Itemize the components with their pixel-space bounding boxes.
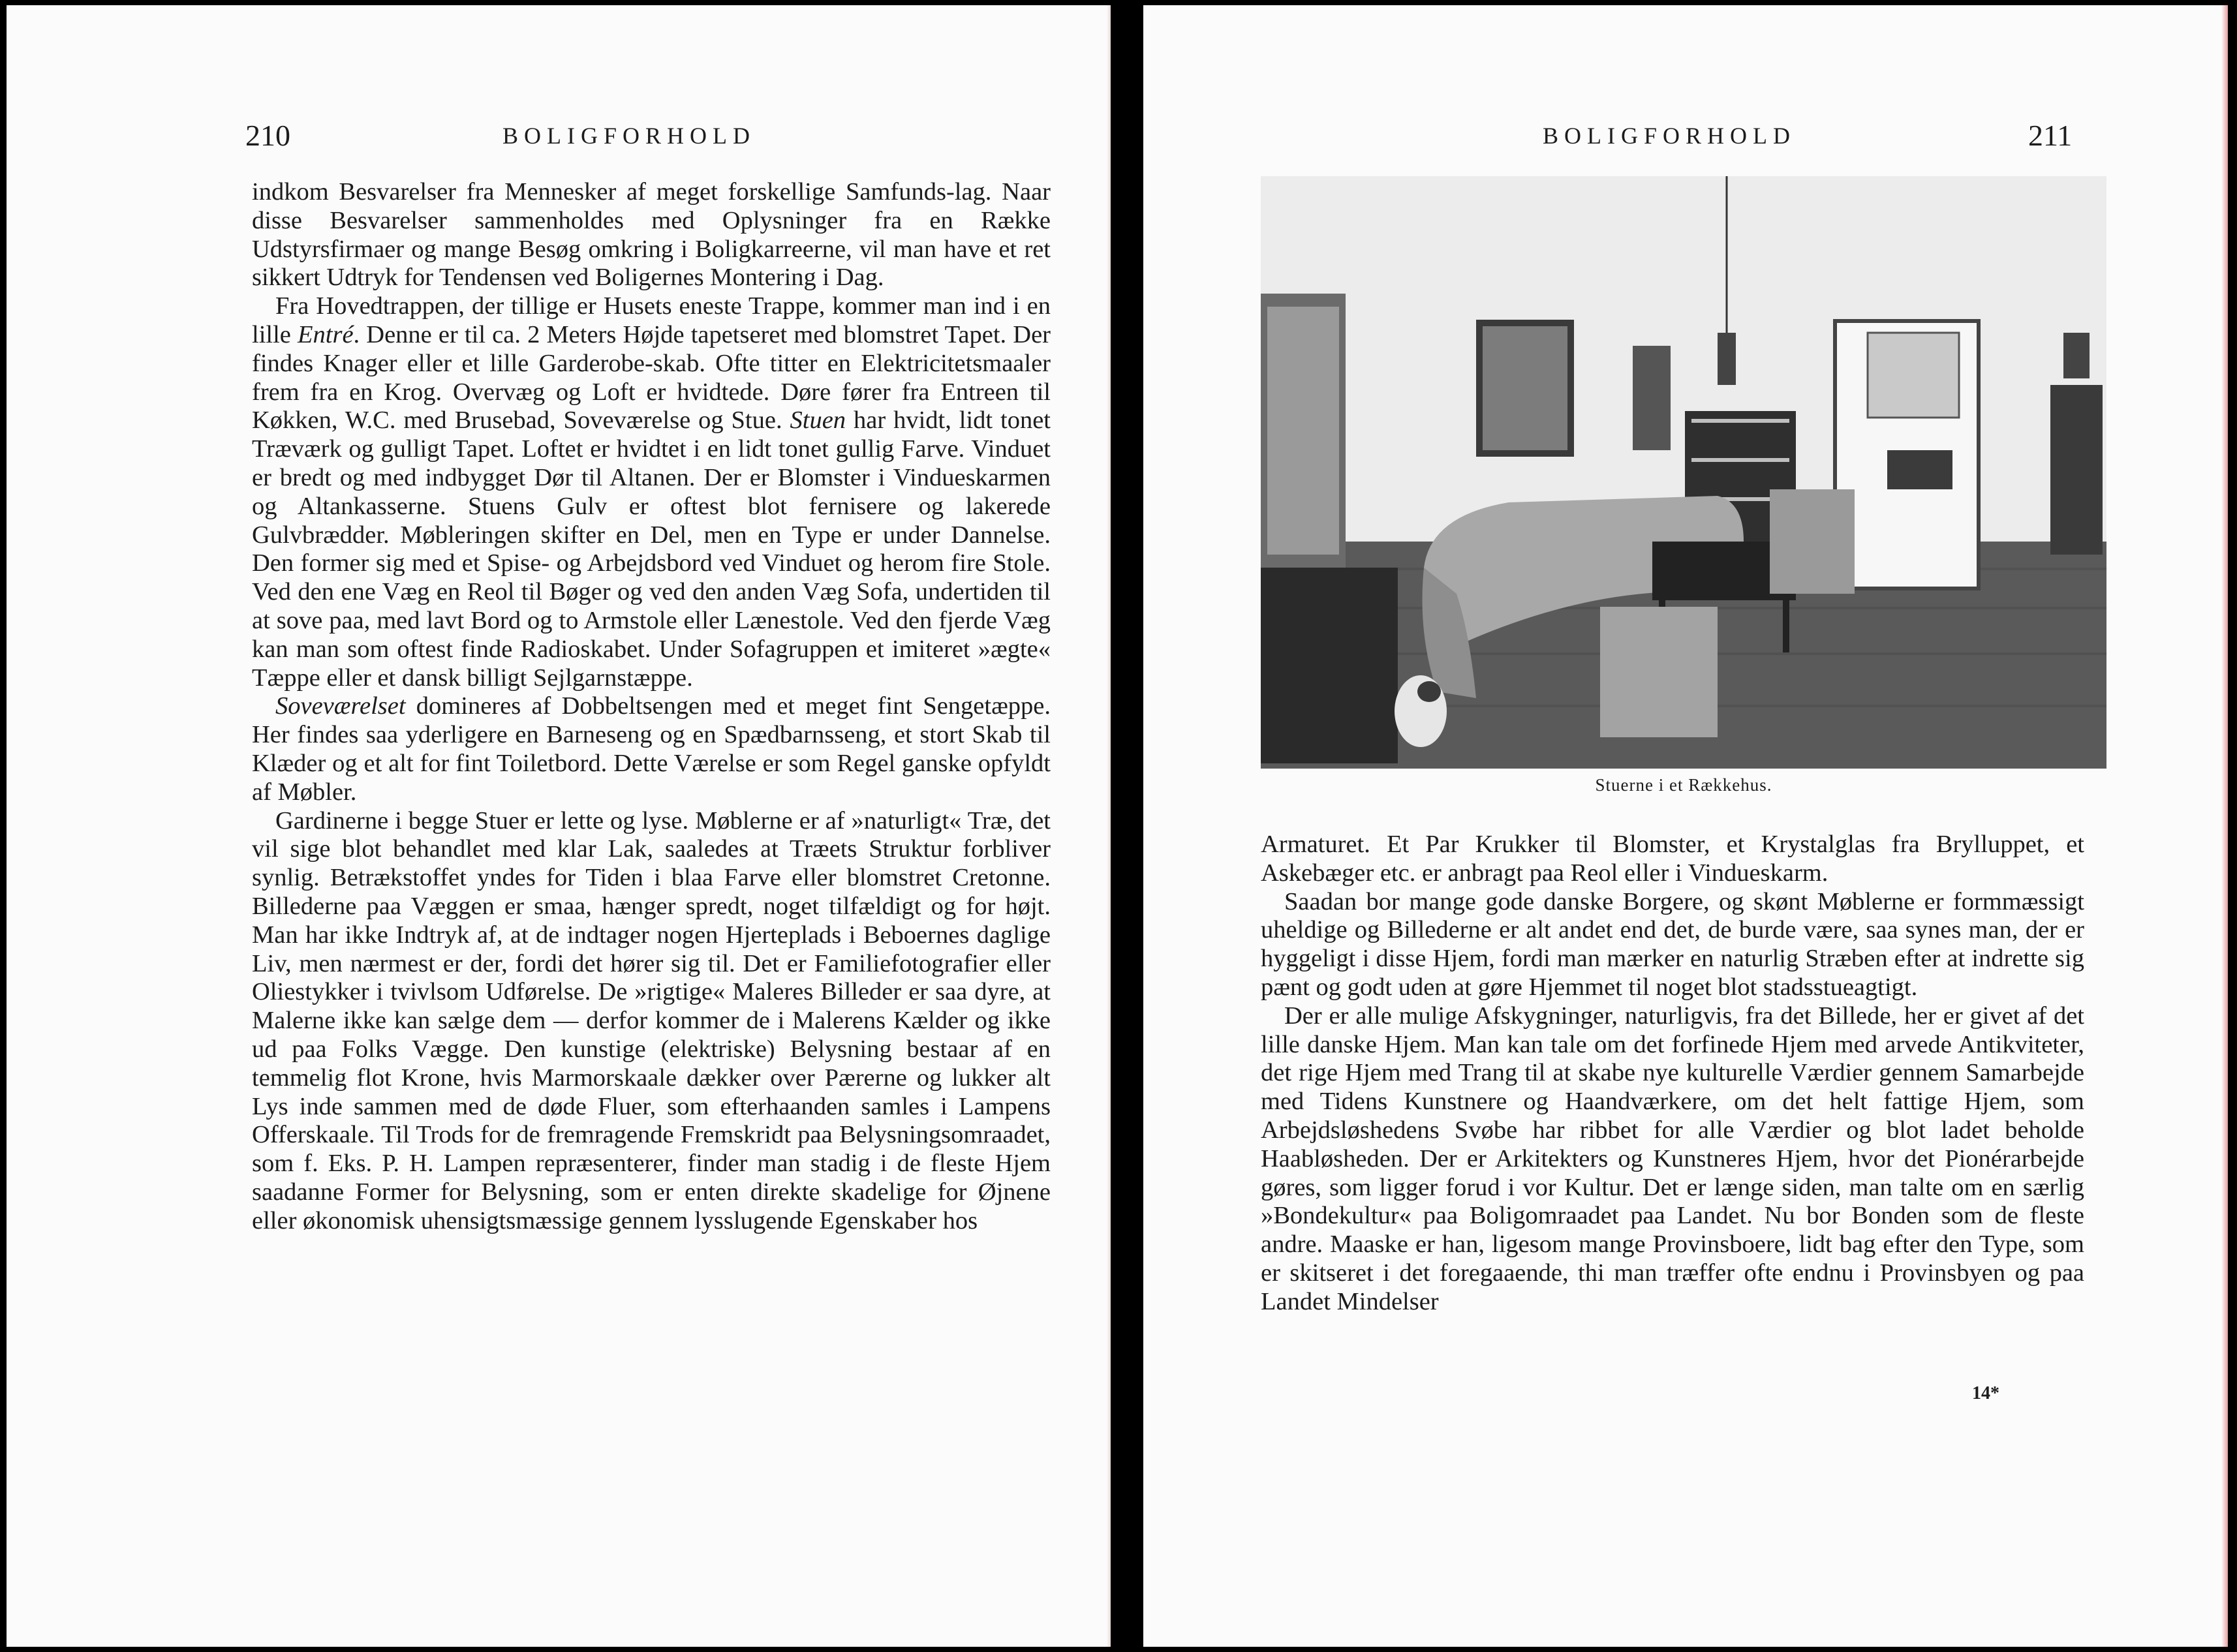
page-edge [1107,5,1111,1647]
text-span: har hvidt, lidt tonet Træværk og gulligt Tapet. Loftet er hvidtet i en lidt tonet gullig Farve. Vinduet er bredt og med indbygget Dør til Altanen. Der er Blomster i Vindueskarmen og Altankasserne. Stuens Gulv er oftest blot fernisere og lakerede Gulvbrædder. Møbleringen skifter en Del, men en Type er under Dannelse. Den former sig med et Spise- og Arbejdsbord ved Vinduet og herom fire Stole. Ved den ene Væg en Reol til Bøger og ved den anden Væg Sofa, undertiden til at sove paa, med lavt Bord og to Armstole eller Lænestole. Ved den fjerde Væg kan man som oftest finde Radioskabet. Under Sofagruppen et imiteret »ægte« Tæppe eller et dansk billigt Sejlgarnstæppe. [252,406,1051,692]
page-number: 210 [245,119,290,152]
room-photo-illustration [1261,176,2106,769]
text-span: . Denne er til ca. 2 Meters Højde tapetseret med blomstret Tapet. Der findes Knager eller et lille Garderobe-skab. Ofte titter en Elektricitetsmaaler frem fra en Krog. Overvæg og Loft er hvidtede. Døre fører fra Entreen til Køkken, W.C. med Brusebad, Soveværelse og Stue. [252,320,1051,435]
right-page [1143,5,2228,1647]
paragraph [252,292,1051,692]
italic-term: Entré [298,320,354,348]
italic-term: Stuen [790,406,846,435]
text-span: domineres af Dobbeltsengen med et meget fint Sengetæppe. Her findes saa yderligere en Barneseng og en Spædbarnsseng, et stort Skab til Klæder og et alt for fint Toiletbord. Dette Værelse er som Regel ganske opfyldt af Møbler. [252,692,1051,806]
paragraph: Armaturet. Et Par Krukker til Blomster, et Krystalglas fra Brylluppet, et Askebæger etc. er anbragt paa Reol eller i Vindueskarm. [1261,831,2084,887]
body-text [1261,831,2084,1317]
body-text [252,178,1051,1235]
signature-mark: 14* [1972,1383,1999,1403]
text-span: Fra Hovedtrappen, der tillige er Husets eneste Trappe, kommer man ind i en lille [252,292,1051,348]
paragraph [252,692,1051,806]
paragraph: Der er alle mulige Afskygninger, naturligvis, fra det Billede, her er givet af det lille danske Hjem. Man kan tale om det forfinede Hjem med arvede Antikviteter, det rige Hjem med Trang til at skabe nye kulturelle Værdier gennem Samarbejde med Tidens Kunstnere og Haandværkere, om det helt fattige Hjem, som Arbejdsløshedens Svøbe har ribbet for alle Værdier og blot ladet beholde Haabløsheden. Der er Arkitekters og Kunstneres Hjem, hvor det Pionérarbejde gøres, som ligger forud i vor Kultur. Det er længe siden, man talte om en særlig »Bondekultur« paa Boligomraadet paa Landet. Nu bor Bonden som de fleste andre. Maaske er han, ligesom mange Provinsboere, lidt bag efter den Type, som er skitseret i det foregaaende, thi man træffer ofte endnu i Provinsbyen og paa Landet Mindelser [1261,1002,2084,1315]
paragraph [252,807,1051,1236]
italic-term: Soveværelset [275,692,406,720]
page-edge [2221,5,2228,1647]
paragraph [252,178,1051,292]
room-photo [1261,176,2106,769]
text-span: Gardinerne i begge Stuer er lette og lyse. Møblerne er af »naturligt« Træ, det vil sige blot behandlet med klar Lak, saaledes at Træets Struktur forbliver synlig. Betrækstoffet yndes for Tiden i blaa Farve eller blomstret Cretonne. Billederne paa Væggen er smaa, hænger spredt, noget tilfældigt og for højt. Man har ikke Indtryk af, at de indtager nogen Hjerteplads i Beboernes daglige Liv, men nærmest er der, fordi det hører sig til. Det er Familiefotografier eller Oliestykker i tvivlsom Udførelse. De »rigtige« Maleres Billeder er saa dyre, at Malerne ikke kan sælge dem — derfor kommer de i Malerens Kælder og ikke ud paa Folks Vægge. Den kunstige (elektriske) Belysning bestaar af en temmelig flot Krone, hvis Marmorskaale dækker over Pærerne og lukker alt Lys inde sammen med de døde Fluer, som efterhaanden samles i Lampens Offerskaale. Til Trods for de fremragende Fremskridt paa Belysningsomraadet, som f. Eks. P. H. Lampen repræsenterer, finder man stadig i de fleste Hjem saadanne Former for Belysning, som er enten direkte skadelige for Øjnene eller økonomisk uhensigtsmæssige gennem lysslugende Egenskaber hos [252,806,1051,1234]
paragraph: Saadan bor mange gode danske Borgere, og skønt Møblerne er formmæssigt uheldige og Billederne er alt andet end det, de burde være, saa synes man, der er hyggeligt i disse Hjem, fordi man mærker en naturlig Stræben efter at indrette sig pænt og godt uden at gøre Hjemmet til noget blot stadsstueagtigt. [1261,887,2084,1001]
running-head: BOLIGFORHOLD [1543,123,1797,149]
running-head: BOLIGFORHOLD [502,123,756,149]
text-span: indkom Besvarelser fra Mennesker af meget forskellige Samfunds-lag. Naar disse Besvarelser sammenholdes med Oplysninger fra en Række Udstyrsfirmaer og mange Besøg omkring i Boligkarreerne, vil man have et ret sikkert Udtryk for Tendensen ved Boligernes Montering i Dag. [252,178,1051,292]
page-number: 211 [2028,119,2073,152]
photo-caption: Stuerne i et Rækkehus. [1595,775,1772,795]
left-page [7,5,1111,1647]
